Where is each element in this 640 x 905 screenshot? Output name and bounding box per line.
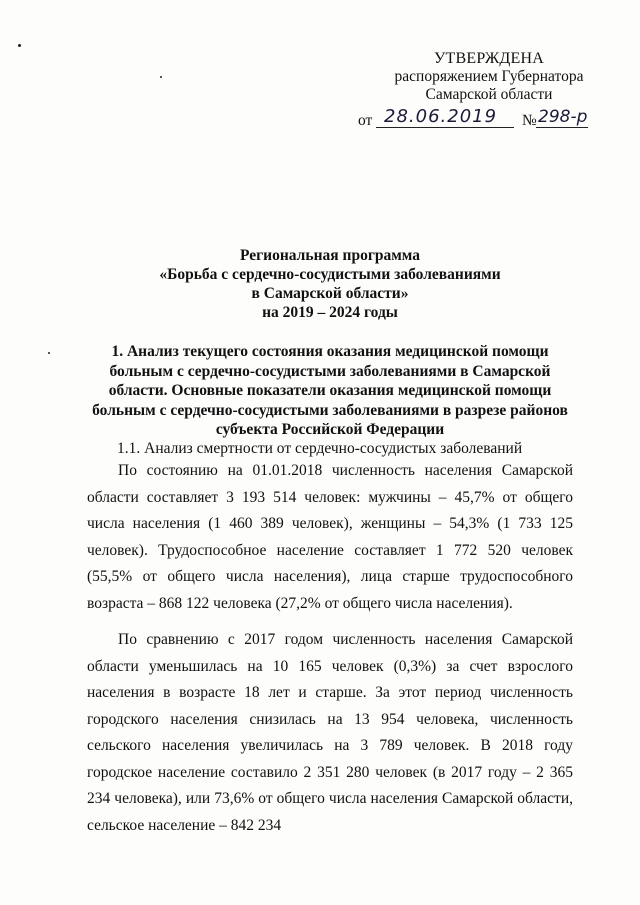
handwritten-number: 298-р	[538, 107, 588, 127]
approval-line-2: Самарской области	[425, 86, 553, 103]
section-heading	[88, 342, 572, 440]
date-from-label: от	[358, 112, 373, 129]
section-heading-line-1: 1. Анализ текущего состояния оказания медицинской помощи	[111, 343, 549, 360]
approval-heading: УТВЕРЖДЕНА	[433, 50, 544, 67]
program-title-line-3: в Самарской области»	[251, 285, 409, 302]
program-title-line-4: на 2019 – 2024 годы	[262, 304, 398, 321]
scan-speck	[48, 352, 50, 354]
program-title-line-2: «Борьба с сердечно-сосудистыми заболеваниями	[159, 266, 501, 283]
scan-speck	[18, 44, 21, 47]
section-heading-line-2: больным с сердечно-сосудистыми заболеваниями в Самарской	[109, 362, 551, 380]
program-title	[60, 246, 600, 322]
approval-stamp-block	[340, 50, 600, 130]
handwritten-date: 28.06.2019	[376, 106, 514, 128]
approval-date-number-line	[340, 106, 600, 130]
number-label: №	[522, 112, 537, 129]
section-heading-line-3: области. Основные показатели оказания медицинской помощи	[108, 382, 552, 399]
section-heading-line-5: субъекта Российской Федерации	[215, 421, 445, 438]
subsection-heading: 1.1. Анализ смертности от сердечно-сосудистых заболеваний	[117, 440, 523, 457]
scan-speck	[160, 76, 162, 78]
paragraph-2: По сравнению с 2017 годом численность населения Самарской области уменьшилась на 10 165 человек (0,3%) за счет взрослого населения в возрасте 18 лет и старше. За этот период численность городского населения снизилась на 13 954 человека, численность сельского населения увеличилась на 3 789 человек. В 2018 году городское население составило 2 351 280 человек (в 2017 году – 2 365 234 человека), или 73,6% от общего числа населения Самарской области, сельское население – 842 234	[87, 631, 573, 834]
paragraph-1: По состоянию на 01.01.2018 численность населения Самарской области составляет 3 193 514 человек: мужчины – 45,7% от общего числа населения (1 460 389 человек), женщины – 54,3% (1 733 125 человек). Трудоспособное население составляет 1 772 520 человек (55,5% от общего числа населения), лица старше трудоспособного возраста – 868 122 человека (27,2% от общего числа населения).	[87, 462, 573, 612]
section-heading-line-4: больным с сердечно-сосудистыми заболеваниями в разрезе районов	[92, 401, 568, 419]
program-title-line-1: Региональная программа	[240, 247, 420, 264]
approval-line-1: распоряжением Губернатора	[394, 68, 584, 85]
